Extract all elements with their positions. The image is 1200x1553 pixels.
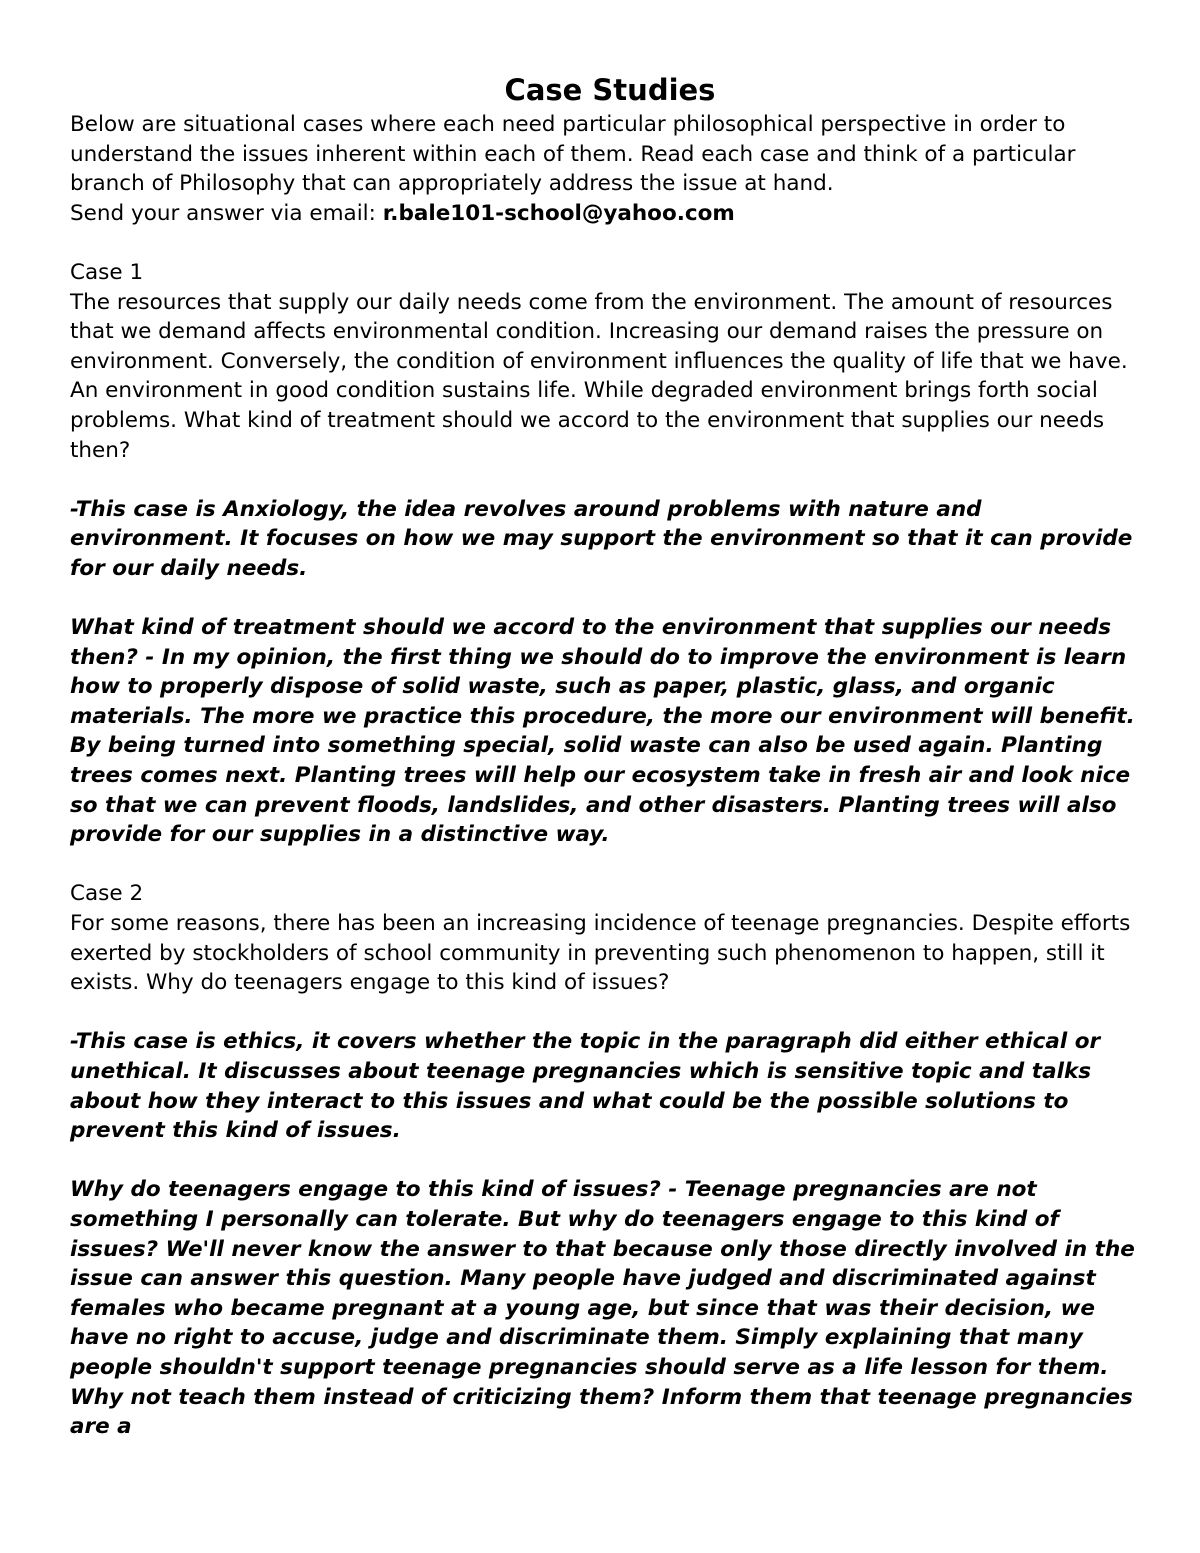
- page-title: Case Studies: [504, 73, 716, 107]
- spacer: [70, 1146, 1150, 1176]
- intro-paragraph: Below are situational cases where each need particular philosophical perspective in order to understand the issues inherent within each of them. Read each case and think of a particular branch of Philosophy that can appropriately address the issue at hand.: [70, 112, 1076, 197]
- spacer: [70, 228, 1150, 258]
- spacer: [70, 584, 1150, 614]
- case1-answer-branch: -This case is Anxiology, the idea revolves around problems with nature and environment. It focuses on how we may support the environment so that it can provide for our daily needs.: [70, 496, 1133, 581]
- document-page: [70, 70, 1150, 1442]
- email-line: [70, 199, 1150, 229]
- case2-body: For some reasons, there has been an increasing incidence of teenage pregnancies. Despite efforts exerted by stockholders of school community in preventing such phenomenon to happen, still it exists. Why do teenagers engage to this kind of issues?: [70, 911, 1131, 996]
- spacer: [70, 465, 1150, 495]
- case2-answer-opinion: Why do teenagers engage to this kind of issues? - Teenage pregnancies are not something I personally can tolerate. But why do teenagers engage to this kind of issues? We'll never know the answer to that because only those directly involved in the issue can answer this question. Many people have judged and discriminated against females who became pregnant at a young age, but since that was their decision, we have no right to accuse, judge and discriminate them. Simply explaining that many people shouldn't support teenage pregnancies should serve as a life lesson for them. Why not teach them instead of criticizing them? Inform them that teenage pregnancies are a: [70, 1177, 1135, 1440]
- spacer: [70, 850, 1150, 880]
- case1-body: The resources that supply our daily needs come from the environment. The amount of resources that we demand affects environmental condition. Increasing our demand raises the pressure on environment. Conversely, the condition of environment influences the quality of life that we have. An environment in good condition sustains life. While degraded environment brings forth social problems. What kind of treatment should we accord to the environment that supplies our needs then?: [70, 289, 1128, 463]
- spacer: [70, 998, 1150, 1028]
- email-address: r.bale101-school@yahoo.com: [382, 200, 735, 226]
- case2-answer-branch: -This case is ethics, it covers whether the topic in the paragraph did either ethical or unethical. It discusses about teenage pregnancies which is sensitive topic and talks about how they interact to this issues and what could be the possible solutions to prevent this kind of issues.: [70, 1029, 1101, 1144]
- case1-heading: Case 1: [70, 259, 144, 285]
- case2-heading: Case 2: [70, 881, 144, 907]
- case1-answer-opinion: What kind of treatment should we accord to the environment that supplies our needs then? - In my opinion, the first thing we should do to improve the environment is learn how to properly dispose of solid waste, such as paper, plastic, glass, and organic materials. The more we practice this procedure, the more our environment will benefit. By being turned into something special, solid waste can also be used again. Planting trees comes next. Planting trees will help our ecosystem take in fresh air and look nice so that we can prevent floods, landslides, and other disasters. Planting trees will also provide for our supplies in a distinctive way.: [70, 615, 1135, 848]
- email-label: Send your answer via email:: [70, 200, 383, 226]
